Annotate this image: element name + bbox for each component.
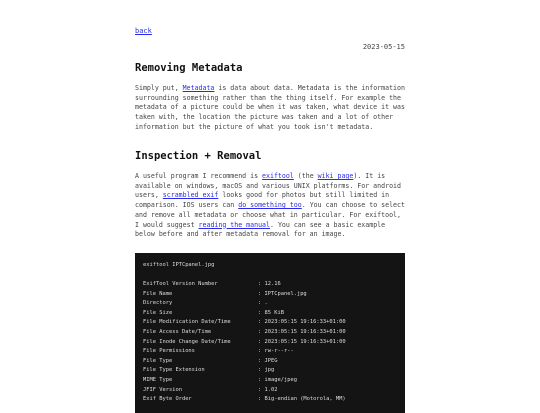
- manual-link[interactable]: reading the manual: [198, 220, 270, 229]
- exif-row: [143, 328, 405, 338]
- back-link[interactable]: back: [135, 27, 152, 35]
- exif-row: [143, 299, 405, 309]
- exif-key: File Type: [143, 357, 173, 364]
- exif-key: File Type Extension: [143, 367, 205, 374]
- body-paragraph: [135, 172, 407, 240]
- exif-row: [143, 395, 405, 405]
- intro-paragraph: [135, 84, 407, 133]
- body-text-4: looks good for photos but still limited in comparison. IOS users can: [135, 191, 390, 210]
- exif-key: File Size: [143, 309, 173, 316]
- exif-key: Directory: [143, 300, 173, 307]
- body-text-5: . You can choose to select and remove all metadata or choose what in particular. For exiftool, I would suggest: [135, 201, 405, 229]
- exif-key: File Name: [143, 290, 173, 297]
- exif-value: : image/jpeg: [258, 376, 297, 383]
- exif-row: [143, 290, 405, 300]
- exif-row: [143, 386, 405, 396]
- post-date: 2023-05-15: [362, 43, 405, 51]
- body-text-1: A useful program I recommend is: [135, 172, 263, 180]
- exif-row: [143, 376, 405, 386]
- exif-value: : 12.16: [258, 281, 281, 287]
- scrambled-exif-link[interactable]: scrambled exif: [162, 191, 219, 200]
- exif-key: ExifTool Version Number: [143, 281, 218, 287]
- code-block: [135, 253, 405, 413]
- intro-text-1: Simply put,: [135, 84, 183, 92]
- exif-value: : rw-r--r--: [258, 348, 294, 355]
- exif-key: File Inode Change Date/Time: [143, 338, 231, 345]
- exif-value: : Big-endian (Motorola, MM): [258, 396, 346, 403]
- exif-row: [143, 338, 405, 348]
- exif-key: File Modification Date/Time: [143, 319, 231, 326]
- body-text-6: . You can see a basic example below before and after metadata removal for an image.: [135, 220, 386, 239]
- exif-key: Exif Byte Order: [143, 396, 192, 403]
- exif-rows: [143, 280, 405, 405]
- exif-row: [143, 318, 405, 328]
- body-text-3: ). It is available on windows, macOS and various UNIX platforms. For android users,: [135, 172, 401, 200]
- page-title: Removing Metadata: [135, 62, 243, 74]
- exif-value: : JPEG: [258, 357, 278, 364]
- body-text-2: (the: [293, 172, 318, 180]
- exiftool-link[interactable]: exiftool: [262, 172, 294, 180]
- exif-value: : 2023:05:15 19:16:33+01:00: [258, 319, 346, 326]
- do-something-too-link[interactable]: do something too: [238, 201, 302, 210]
- exif-key: JFIF Version: [143, 386, 182, 393]
- intro-text-2: is data about data. Metadata is the information surrounding something rather than the thing itself. For example the metadata of a picture could be when it was taken, what device it was taken with, the location the picture was taken and a lot of other information but the picture of what you took isn't metadata.: [135, 84, 405, 131]
- code-command: exiftool IPTCpanel.jpg: [143, 262, 215, 268]
- exif-row: [143, 309, 405, 319]
- exif-row: [143, 366, 405, 376]
- metadata-link[interactable]: Metadata: [182, 84, 215, 92]
- exif-row: [143, 280, 405, 290]
- exif-row: [143, 347, 405, 357]
- exif-key: File Access Date/Time: [143, 328, 212, 335]
- exif-value: : 85 KiB: [258, 309, 284, 316]
- section-title: Inspection + Removal: [135, 150, 262, 162]
- exif-row: [143, 357, 405, 367]
- wiki-page-link[interactable]: wiki page: [317, 172, 354, 180]
- exif-value: : 2023:05:15 19:16:33+01:00: [258, 328, 346, 335]
- exif-key: MIME Type: [143, 376, 173, 383]
- exif-value: : jpg: [258, 367, 275, 374]
- exif-value: : 2023:05:15 19:16:33+01:00: [258, 338, 346, 345]
- exif-key: File Permissions: [143, 348, 195, 355]
- exif-value: : 1.02: [258, 386, 278, 393]
- exif-value: : IPTCpanel.jpg: [258, 290, 307, 297]
- exif-value: : .: [258, 300, 268, 307]
